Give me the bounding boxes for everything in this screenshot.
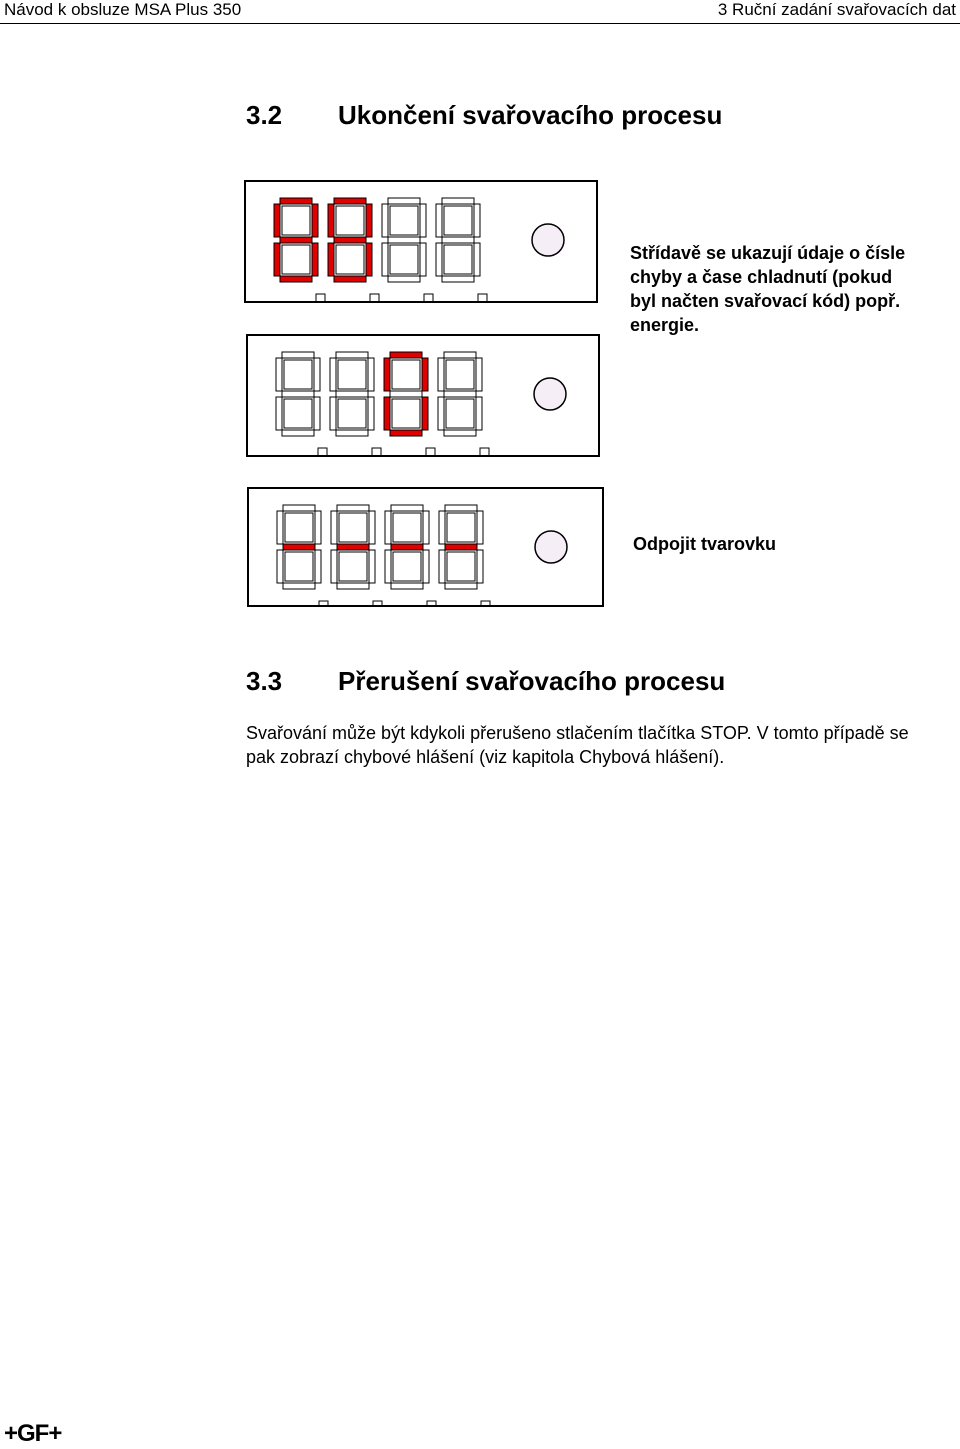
segment-f: [382, 204, 388, 237]
segment-c: [423, 550, 429, 583]
digit-window: [284, 360, 312, 389]
header-left: Návod k obsluze MSA Plus 350: [4, 0, 242, 19]
segment-b: [369, 511, 375, 544]
section-number: 3.3: [246, 666, 283, 696]
segment-d: [334, 276, 366, 282]
segment-g: [283, 544, 315, 550]
decimal-point: [424, 294, 433, 301]
digit-window: [393, 513, 421, 542]
segment-g: [391, 544, 423, 550]
segment-e: [328, 243, 334, 276]
decimal-point: [481, 601, 490, 605]
segment-f: [328, 204, 334, 237]
digit-window: [285, 552, 313, 581]
seven-segment-display: [249, 489, 602, 605]
segment-c: [420, 243, 426, 276]
segment-e: [382, 243, 388, 276]
status-led: [532, 224, 564, 256]
segment-b: [366, 204, 372, 237]
segment-a: [336, 352, 368, 358]
segment-f: [436, 204, 442, 237]
segment-f: [330, 358, 336, 391]
segment-d: [388, 276, 420, 282]
digit-window: [339, 513, 367, 542]
segment-b: [315, 511, 321, 544]
decimal-point: [480, 448, 489, 455]
digit-window: [446, 399, 474, 428]
segment-c: [477, 550, 483, 583]
digit-window: [444, 245, 472, 274]
status-led: [535, 531, 567, 563]
segment-a: [445, 505, 477, 511]
section-3-2-heading: [246, 100, 722, 131]
digit-window: [447, 513, 475, 542]
caption-disconnect-fitting: Odpojit tvarovku: [633, 534, 777, 554]
decimal-point: [426, 448, 435, 455]
digit-window: [392, 360, 420, 389]
segment-d: [442, 276, 474, 282]
segment-b: [422, 358, 428, 391]
segment-a: [444, 352, 476, 358]
segment-f: [384, 358, 390, 391]
segment-f: [385, 511, 391, 544]
segment-c: [368, 397, 374, 430]
segment-a: [388, 198, 420, 204]
section-title: Ukončení svařovacího procesu: [338, 100, 723, 130]
segment-e: [439, 550, 445, 583]
digit-window: [390, 206, 418, 235]
segment-a: [280, 198, 312, 204]
segment-d: [283, 583, 315, 589]
segment-c: [369, 550, 375, 583]
digit-window: [393, 552, 421, 581]
segment-d: [391, 583, 423, 589]
segment-e: [276, 397, 282, 430]
gf-logo: +GF+: [4, 1420, 62, 1447]
segment-b: [312, 204, 318, 237]
segment-g: [336, 391, 368, 397]
segment-d: [280, 276, 312, 282]
display-panel-error-code: [244, 180, 598, 303]
decimal-point: [316, 294, 325, 301]
segment-c: [315, 550, 321, 583]
digit-window: [284, 399, 312, 428]
segment-d: [282, 430, 314, 436]
segment-b: [314, 358, 320, 391]
segment-c: [476, 397, 482, 430]
section-3-3-heading: [246, 666, 725, 697]
segment-a: [282, 352, 314, 358]
segment-e: [331, 550, 337, 583]
segment-f: [276, 358, 282, 391]
header-rule: [0, 23, 960, 24]
segment-b: [420, 204, 426, 237]
segment-g: [445, 544, 477, 550]
section-3-3-body: Svařování může být kdykoli přerušeno stlačením tlačítka STOP. V tomto případě se pak zobrazí chybové hlášení (viz kapitola Chybová hlášení).: [246, 723, 909, 767]
segment-b: [423, 511, 429, 544]
segment-g: [282, 391, 314, 397]
segment-f: [438, 358, 444, 391]
segment-d: [337, 583, 369, 589]
segment-e: [384, 397, 390, 430]
seven-segment-display: [246, 182, 596, 301]
decimal-point: [318, 448, 327, 455]
segment-e: [438, 397, 444, 430]
digit-window: [447, 552, 475, 581]
display-panel-disconnect: [247, 487, 604, 607]
display-panel-cooling-time: [246, 334, 600, 457]
segment-g: [337, 544, 369, 550]
segment-a: [337, 505, 369, 511]
decimal-point: [373, 601, 382, 605]
decimal-point: [372, 448, 381, 455]
segment-g: [442, 237, 474, 243]
segment-g: [390, 391, 422, 397]
digit-window: [336, 245, 364, 274]
segment-d: [444, 430, 476, 436]
status-led: [534, 378, 566, 410]
segment-c: [422, 397, 428, 430]
decimal-point: [427, 601, 436, 605]
digit-window: [338, 360, 366, 389]
segment-e: [385, 550, 391, 583]
segment-d: [336, 430, 368, 436]
decimal-point: [370, 294, 379, 301]
decimal-point: [478, 294, 487, 301]
digit-window: [339, 552, 367, 581]
segment-g: [334, 237, 366, 243]
segment-f: [331, 511, 337, 544]
digit-window: [392, 399, 420, 428]
segment-d: [390, 430, 422, 436]
segment-f: [439, 511, 445, 544]
digit-window: [338, 399, 366, 428]
caption-alternating-info: Střídavě se ukazují údaje o čísle chyby a čase chladnutí (pokud byl načten svařovací kód) popř. energie.: [630, 243, 906, 335]
segment-b: [474, 204, 480, 237]
digit-window: [282, 245, 310, 274]
digit-window: [444, 206, 472, 235]
segment-f: [274, 204, 280, 237]
segment-a: [283, 505, 315, 511]
segment-f: [277, 511, 283, 544]
digit-window: [282, 206, 310, 235]
segment-e: [330, 397, 336, 430]
segment-c: [312, 243, 318, 276]
segment-g: [444, 391, 476, 397]
decimal-point: [319, 601, 328, 605]
segment-g: [280, 237, 312, 243]
segment-a: [390, 352, 422, 358]
segment-e: [277, 550, 283, 583]
segment-g: [388, 237, 420, 243]
digit-window: [446, 360, 474, 389]
segment-a: [442, 198, 474, 204]
segment-d: [445, 583, 477, 589]
section-title: Přerušení svařovacího procesu: [338, 666, 726, 696]
segment-b: [368, 358, 374, 391]
segment-a: [334, 198, 366, 204]
segment-c: [474, 243, 480, 276]
segment-b: [477, 511, 483, 544]
segment-a: [391, 505, 423, 511]
header-right: 3 Ruční zadání svařovacích dat: [717, 0, 956, 19]
digit-window: [285, 513, 313, 542]
digit-window: [390, 245, 418, 274]
section-number: 3.2: [246, 100, 283, 130]
digit-window: [336, 206, 364, 235]
segment-c: [366, 243, 372, 276]
segment-c: [314, 397, 320, 430]
segment-e: [274, 243, 280, 276]
segment-e: [436, 243, 442, 276]
seven-segment-display: [248, 336, 598, 455]
segment-b: [476, 358, 482, 391]
